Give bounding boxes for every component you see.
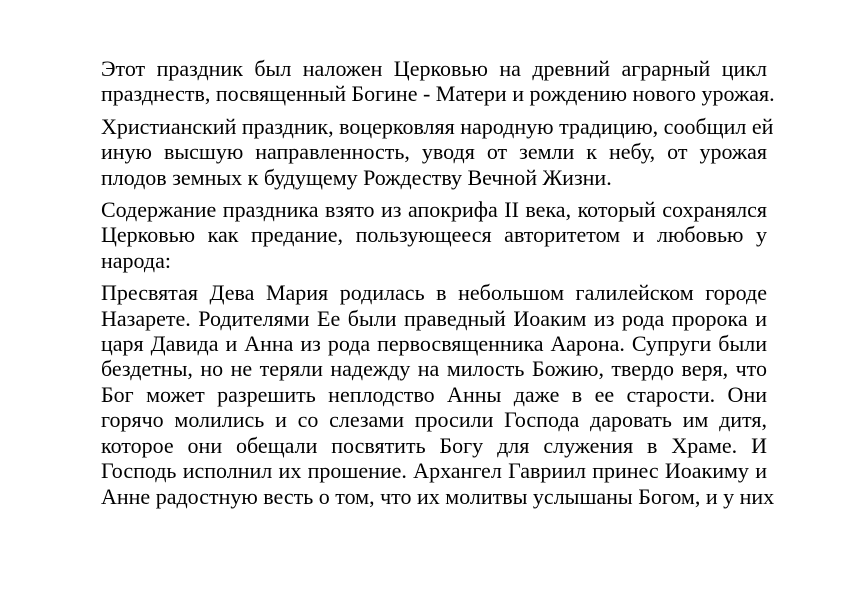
paragraph-apocrypha bbox=[101, 197, 767, 273]
paragraph-story bbox=[101, 280, 775, 509]
text-line: царя Давида и Анна из рода первосвященника Аарона. Супруги были bbox=[101, 331, 767, 357]
text-line: бездетны, но не теряли надежду на милость Божию, твердо веря, что bbox=[101, 356, 767, 382]
text-line: Господь исполнил их прошение. Архангел Гавриил принес Иоакиму и bbox=[101, 458, 767, 484]
text-line: которое они обещали посвятить Богу для служения в Храме. И bbox=[101, 432, 767, 458]
paragraph-intro bbox=[101, 56, 775, 107]
text-line: Этот праздник был наложен Церковью на древний аграрный цикл bbox=[101, 56, 767, 81]
text-line: иную высшую направленность, уводя от земли к небу, от урожая bbox=[101, 139, 767, 165]
text-line: народа: bbox=[101, 247, 171, 273]
text-line: Пресвятая Дева Мария родилась в небольшом галилейском городе bbox=[101, 280, 767, 306]
paragraph-christian-feast bbox=[101, 113, 774, 190]
text-line: Бог может разрешить неплодство Анны даже в ее старости. Они bbox=[101, 381, 767, 407]
text-line: Христианский праздник, воцерковляя народную традицию, сообщил ей bbox=[101, 113, 774, 139]
text-line: горячо молились и со слезами просили Господа даровать им дитя, bbox=[101, 407, 767, 433]
document-page bbox=[101, 56, 775, 516]
text-line: празднеств, посвященный Богине - Матери и рождению нового урожая. bbox=[101, 81, 775, 107]
text-line: Церковью как предание, пользующееся авторитетом и любовью у bbox=[101, 222, 767, 248]
text-line: плодов земных к будущему Рождеству Вечной Жизни. bbox=[101, 164, 612, 190]
text-line: Содержание праздника взято из апокрифа II века, который сохранялся bbox=[101, 197, 767, 223]
text-line: Анне радостную весть о том, что их молитвы услышаны Богом, и у них bbox=[101, 483, 775, 509]
text-line: Назарете. Родителями Ее были праведный Иоаким из рода пророка и bbox=[101, 305, 767, 331]
